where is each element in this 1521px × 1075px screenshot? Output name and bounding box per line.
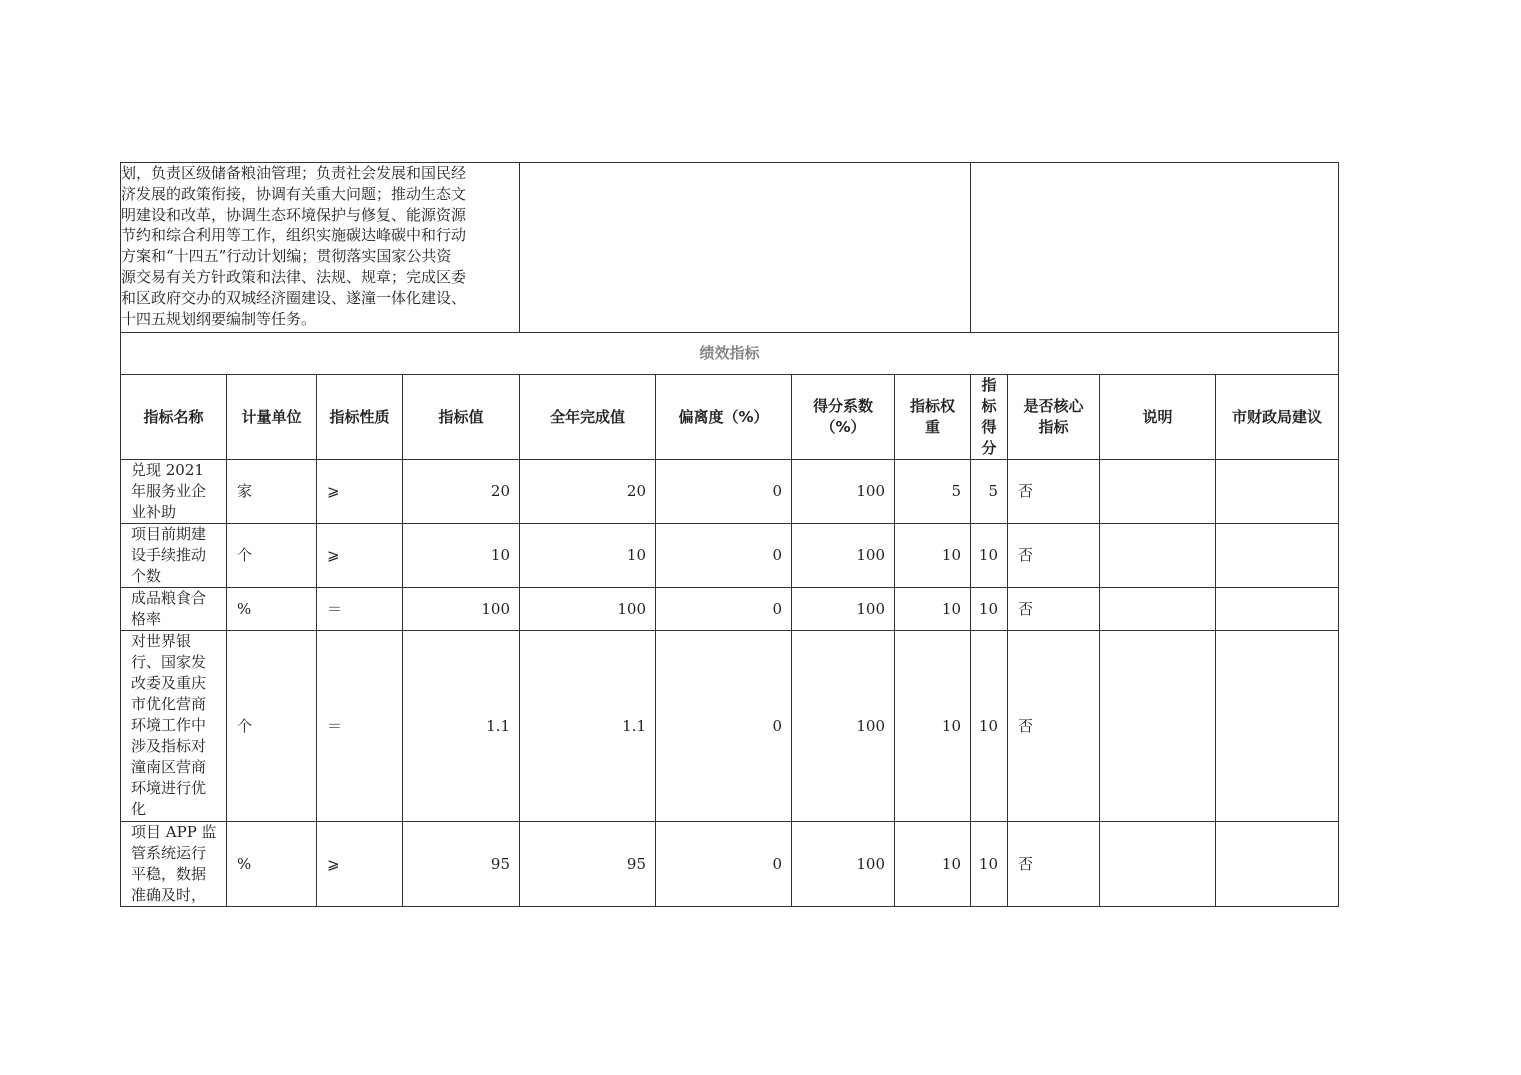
- duties-line: 划，负责区级储备粮油管理；负责社会发展和国民经: [121, 164, 467, 182]
- deviation-cell: 0: [656, 631, 792, 822]
- coefficient-cell: 100: [792, 588, 895, 631]
- indicator-name-line: 设手续推动: [131, 546, 207, 564]
- coefficient-cell: 100: [792, 631, 895, 822]
- target-cell: 10: [403, 524, 520, 588]
- table-row: [121, 524, 1339, 588]
- header-weight-line: 重: [925, 418, 941, 436]
- indicator-name-line: 涉及指标对: [131, 737, 207, 755]
- duties-line: 十四五规划纲要编制等任务。: [121, 309, 317, 328]
- header-score: [971, 375, 1008, 460]
- nature-cell: ＝: [317, 631, 403, 822]
- note-cell: [1100, 460, 1216, 524]
- section-title: 绩效指标: [121, 333, 1339, 375]
- duties-line: 明建设和改革，协调生态环境保护与修复、能源资源: [121, 205, 467, 224]
- header-score-line: 指: [981, 376, 997, 394]
- unit-cell: %: [227, 822, 317, 907]
- weight-cell: 10: [895, 631, 971, 822]
- duties-line: 方案和“十四五”行动计划编；贯彻落实国家公共资: [121, 247, 452, 266]
- header-weight-line: 指标权: [910, 397, 956, 415]
- bureau-cell: [1216, 631, 1339, 822]
- header-note: 说明: [1100, 375, 1216, 460]
- indicator-name-line: 潼南区营商: [131, 758, 207, 776]
- nature-cell: ⩾: [317, 460, 403, 524]
- header-coefficient-line: （%）: [820, 418, 866, 436]
- indicator-name-line: 个数: [131, 567, 162, 585]
- performance-table: [120, 162, 1339, 907]
- header-actual: 全年完成值: [520, 375, 656, 460]
- indicator-name: [121, 588, 227, 631]
- deviation-cell: 0: [656, 524, 792, 588]
- note-cell: [1100, 524, 1216, 588]
- bureau-cell: [1216, 588, 1339, 631]
- indicator-name-line: 兑现 2021: [131, 461, 204, 479]
- core-cell: 否: [1008, 588, 1100, 631]
- indicator-name: [121, 524, 227, 588]
- indicator-name-line: 格率: [131, 610, 162, 628]
- header-core-line: 指标: [1038, 418, 1069, 436]
- core-cell: 否: [1008, 524, 1100, 588]
- actual-cell: 10: [520, 524, 656, 588]
- header-row: [121, 375, 1339, 460]
- indicator-name-line: 成品粮食合: [131, 589, 207, 607]
- deviation-cell: 0: [656, 822, 792, 907]
- unit-cell: 个: [227, 631, 317, 822]
- table-row: [121, 631, 1339, 822]
- note-cell: [1100, 631, 1216, 822]
- coefficient-cell: 100: [792, 524, 895, 588]
- note-cell: [1100, 822, 1216, 907]
- header-score-line: 分: [981, 439, 997, 457]
- header-coefficient: [792, 375, 895, 460]
- nature-cell: ⩾: [317, 524, 403, 588]
- score-cell: 10: [971, 822, 1008, 907]
- duties-line: 节约和综合利用等工作，组织实施碳达峰碳中和行动: [121, 226, 467, 245]
- coefficient-cell: 100: [792, 822, 895, 907]
- nature-cell: ⩾: [317, 822, 403, 907]
- score-cell: 10: [971, 588, 1008, 631]
- core-cell: 否: [1008, 822, 1100, 907]
- weight-cell: 5: [895, 460, 971, 524]
- duties-line: 和区政府交办的双城经济圈建设、遂潼一体化建设、: [121, 288, 467, 307]
- indicator-name-line: 市优化营商: [131, 695, 207, 713]
- indicator-name-line: 环境进行优: [131, 779, 207, 797]
- header-indicator-name: 指标名称: [121, 375, 227, 460]
- indicator-name-line: 环境工作中: [131, 716, 207, 734]
- header-coefficient-line: 得分系数: [813, 397, 874, 415]
- indicator-name-line: 行、国家发: [131, 653, 207, 671]
- header-score-line: 标: [981, 397, 997, 415]
- unit-cell: 个: [227, 524, 317, 588]
- header-deviation: 偏离度（%）: [656, 375, 792, 460]
- duties-line: 济发展的政策衔接，协调有关重大问题；推动生态文: [121, 184, 467, 203]
- core-cell: 否: [1008, 460, 1100, 524]
- note-cell: [1100, 588, 1216, 631]
- nature-cell: ＝: [317, 588, 403, 631]
- bureau-cell: [1216, 460, 1339, 524]
- weight-cell: 10: [895, 524, 971, 588]
- actual-cell: 100: [520, 588, 656, 631]
- indicator-name-line: 管系统运行: [131, 844, 207, 862]
- section-title-row: [121, 333, 1339, 375]
- core-cell: 否: [1008, 631, 1100, 822]
- indicator-name-line: 化: [131, 800, 147, 818]
- table-row: [121, 822, 1339, 907]
- duties-text-cell: [121, 163, 520, 333]
- indicator-name: [121, 822, 227, 907]
- target-cell: 95: [403, 822, 520, 907]
- indicator-name-line: 对世界银: [131, 632, 192, 650]
- duties-blank-cell: [520, 163, 971, 333]
- unit-cell: 家: [227, 460, 317, 524]
- header-weight: [895, 375, 971, 460]
- indicator-name: [121, 460, 227, 524]
- unit-cell: %: [227, 588, 317, 631]
- indicator-name-line: 平稳，数据: [131, 865, 207, 883]
- duties-line: 源交易有关方针政策和法律、法规、规章；完成区委: [121, 267, 467, 286]
- duties-blank-cell: [971, 163, 1339, 333]
- score-cell: 10: [971, 524, 1008, 588]
- target-cell: 1.1: [403, 631, 520, 822]
- indicator-name-line: 项目前期建: [131, 525, 207, 543]
- bureau-cell: [1216, 822, 1339, 907]
- indicator-name-line: 准确及时，: [131, 886, 207, 904]
- header-unit: 计量单位: [227, 375, 317, 460]
- weight-cell: 10: [895, 822, 971, 907]
- header-score-line: 得: [981, 418, 997, 436]
- table-row: [121, 588, 1339, 631]
- weight-cell: 10: [895, 588, 971, 631]
- header-bureau: 市财政局建议: [1216, 375, 1339, 460]
- header-target: 指标值: [403, 375, 520, 460]
- deviation-cell: 0: [656, 460, 792, 524]
- header-core-line: 是否核心: [1023, 397, 1084, 415]
- score-cell: 5: [971, 460, 1008, 524]
- indicator-name-line: 年服务业企: [131, 482, 207, 500]
- indicator-name-line: 项目 APP 监: [131, 823, 217, 841]
- header-nature: 指标性质: [317, 375, 403, 460]
- header-core: [1008, 375, 1100, 460]
- indicator-name: [121, 631, 227, 822]
- score-cell: 10: [971, 631, 1008, 822]
- table-row: [121, 460, 1339, 524]
- target-cell: 100: [403, 588, 520, 631]
- duties-row: [121, 163, 1339, 333]
- actual-cell: 95: [520, 822, 656, 907]
- indicator-name-line: 业补助: [131, 503, 177, 521]
- coefficient-cell: 100: [792, 460, 895, 524]
- indicator-name-line: 改委及重庆: [131, 674, 207, 692]
- actual-cell: 1.1: [520, 631, 656, 822]
- deviation-cell: 0: [656, 588, 792, 631]
- target-cell: 20: [403, 460, 520, 524]
- actual-cell: 20: [520, 460, 656, 524]
- bureau-cell: [1216, 524, 1339, 588]
